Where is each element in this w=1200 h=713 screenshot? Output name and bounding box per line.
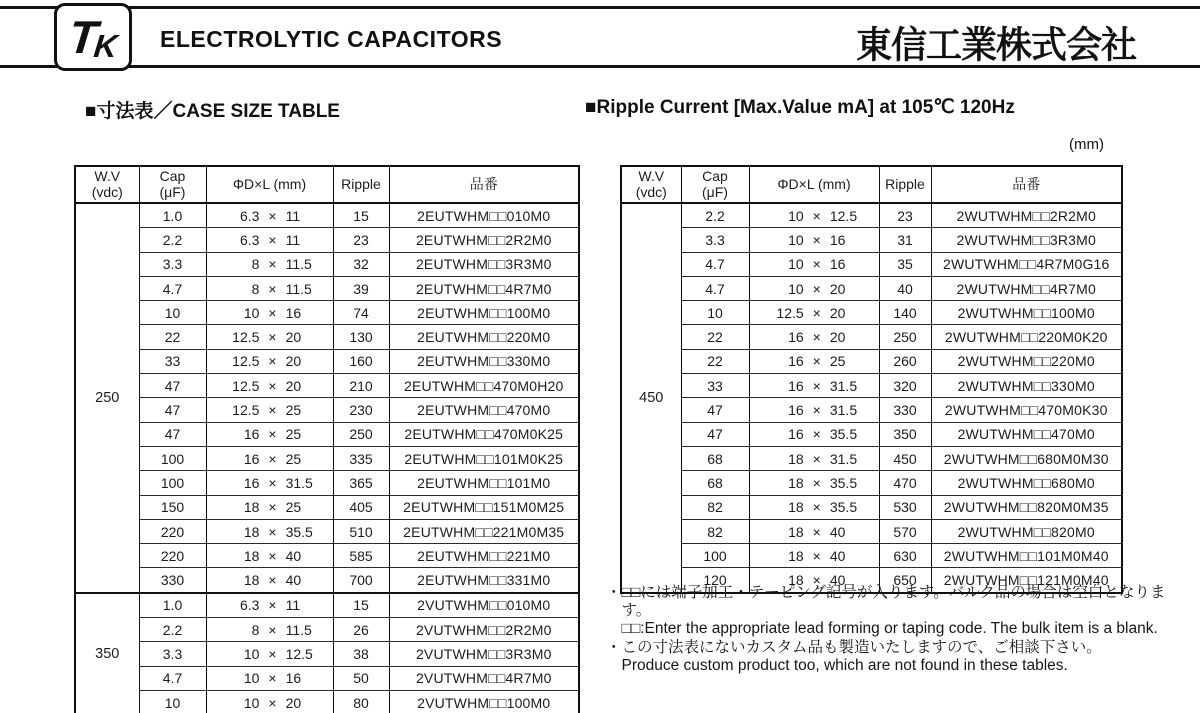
- table-row: [75, 666, 579, 690]
- ripple-cell: 140: [879, 301, 931, 325]
- ripple-cell: 130: [333, 325, 389, 349]
- cap-cell: 47: [139, 422, 206, 446]
- table-row: [621, 276, 1122, 300]
- ripple-cell: 74: [333, 301, 389, 325]
- cap-cell: 82: [681, 519, 749, 543]
- cap-cell: 2.2: [681, 203, 749, 228]
- table-row: [75, 349, 579, 373]
- dim-cell: 10 × 20: [206, 690, 333, 713]
- dim-cell: 12.5 × 20: [206, 349, 333, 373]
- dim-cell: 6.3 × 11: [206, 593, 333, 618]
- cap-cell: 4.7: [139, 666, 206, 690]
- part-number-cell: 2WUTWHM□□100M0: [931, 301, 1122, 325]
- table-row: [75, 374, 579, 398]
- table-row: [75, 495, 579, 519]
- footnote-custom-product: [606, 639, 1194, 675]
- part-number-cell: 2EUTWHM□□010M0: [389, 203, 579, 228]
- part-number-cell: 2WUTWHM□□470M0K30: [931, 398, 1122, 422]
- ripple-cell: 250: [879, 325, 931, 349]
- dim-cell: 18 × 35.5: [749, 471, 879, 495]
- table-row: [75, 642, 579, 666]
- table-row: [621, 471, 1122, 495]
- table-row: [75, 203, 579, 228]
- ripple-cell: 350: [879, 422, 931, 446]
- table-row: [75, 398, 579, 422]
- table-row: [75, 544, 579, 568]
- part-number-cell: 2EUTWHM□□101M0K25: [389, 446, 579, 470]
- wv-cell: 450: [639, 389, 664, 406]
- cap-cell: 33: [681, 374, 749, 398]
- part-number-cell: 2VUTWHM□□100M0: [389, 690, 579, 713]
- part-number-cell: 2WUTWHM□□101M0M40: [931, 544, 1122, 568]
- dim-cell: 8 × 11.5: [206, 252, 333, 276]
- dim-cell: 16 × 31.5: [206, 471, 333, 495]
- table-row: [75, 301, 579, 325]
- dim-cell: 18 × 40: [206, 544, 333, 568]
- footnote-jp: この寸法表にないカスタム品も製造いたしますので、ご相談下さい。: [621, 638, 1102, 656]
- part-number-cell: 2WUTWHM□□470M0: [931, 422, 1122, 446]
- table-row: [75, 519, 579, 543]
- cap-cell: 3.3: [681, 228, 749, 252]
- part-number-cell: 2WUTWHM□□820M0M35: [931, 495, 1122, 519]
- dim-cell: 8 × 11.5: [206, 276, 333, 300]
- footnote-lead-forming: [606, 584, 1194, 638]
- table-row: [75, 252, 579, 276]
- part-number-cell: 2EUTWHM□□101M0: [389, 471, 579, 495]
- cap-cell: 3.3: [139, 252, 206, 276]
- col-header-wv: W.V (vdc): [621, 166, 681, 203]
- col-header-ripple: Ripple: [879, 166, 931, 203]
- unit-label: (mm): [1069, 136, 1104, 153]
- part-number-cell: 2VUTWHM□□2R2M0: [389, 618, 579, 642]
- cap-cell: 2.2: [139, 228, 206, 252]
- ripple-cell: 405: [333, 495, 389, 519]
- part-number-cell: 2WUTWHM□□2R2M0: [931, 203, 1122, 228]
- ripple-cell: 260: [879, 349, 931, 373]
- part-number-cell: 2EUTWHM□□151M0M25: [389, 495, 579, 519]
- dim-cell: 10 × 12.5: [206, 642, 333, 666]
- ripple-cell: 15: [333, 203, 389, 228]
- dim-cell: 6.3 × 11: [206, 228, 333, 252]
- cap-cell: 2.2: [139, 618, 206, 642]
- table-row: [621, 228, 1122, 252]
- company-name: 東信工業株式会社: [855, 23, 1136, 66]
- cap-cell: 3.3: [139, 642, 206, 666]
- ripple-cell: 365: [333, 471, 389, 495]
- dim-cell: 10 × 20: [749, 276, 879, 300]
- dim-cell: 12.5 × 20: [749, 301, 879, 325]
- wv-cell: 250: [95, 389, 120, 406]
- cap-cell: 120: [681, 568, 749, 593]
- cap-cell: 220: [139, 544, 206, 568]
- table-row: [75, 471, 579, 495]
- part-number-cell: 2EUTWHM□□470M0: [389, 398, 579, 422]
- ripple-cell: 250: [333, 422, 389, 446]
- wv-cell: 350: [75, 593, 139, 713]
- cap-cell: 68: [681, 471, 749, 495]
- col-header-part-no: 品番: [931, 166, 1122, 203]
- table-row: [621, 446, 1122, 470]
- part-number-cell: 2EUTWHM□□4R7M0: [389, 276, 579, 300]
- cap-cell: 150: [139, 495, 206, 519]
- cap-cell: 22: [139, 325, 206, 349]
- cap-cell: 68: [681, 446, 749, 470]
- dim-cell: 18 × 40: [749, 568, 879, 593]
- ripple-cell: 210: [333, 374, 389, 398]
- ripple-cell: 15: [333, 593, 389, 618]
- table-row: [75, 228, 579, 252]
- table-row: [75, 446, 579, 470]
- part-number-cell: 2EUTWHM□□2R2M0: [389, 228, 579, 252]
- ripple-cell: 160: [333, 349, 389, 373]
- bullet-icon: ・: [606, 584, 622, 601]
- table-row: [621, 325, 1122, 349]
- ripple-cell: 700: [333, 568, 389, 593]
- dim-cell: 18 × 40: [206, 568, 333, 593]
- footnotes: [606, 584, 1194, 676]
- dim-cell: 16 × 31.5: [749, 398, 879, 422]
- cap-cell: 47: [139, 398, 206, 422]
- part-number-cell: 2EUTWHM□□100M0: [389, 301, 579, 325]
- dim-cell: 8 × 11.5: [206, 618, 333, 642]
- dim-cell: 18 × 40: [749, 519, 879, 543]
- dim-cell: 6.3 × 11: [206, 203, 333, 228]
- part-number-cell: 2VUTWHM□□3R3M0: [389, 642, 579, 666]
- ripple-cell: 31: [879, 228, 931, 252]
- bullet-icon: ・: [606, 638, 622, 656]
- table-row: [621, 398, 1122, 422]
- part-number-cell: 2EUTWHM□□470M0H20: [389, 374, 579, 398]
- tk-logo: [54, 3, 132, 71]
- part-number-cell: 2EUTWHM□□221M0: [389, 544, 579, 568]
- ripple-cell: 80: [333, 690, 389, 713]
- part-number-cell: 2WUTWHM□□220M0: [931, 349, 1122, 373]
- table-row: [621, 252, 1122, 276]
- ripple-cell: 470: [879, 471, 931, 495]
- ripple-cell: 26: [333, 618, 389, 642]
- col-header-wv: W.V (vdc): [75, 166, 139, 203]
- ripple-cell: 23: [333, 228, 389, 252]
- ripple-cell: 330: [879, 398, 931, 422]
- table-row: [75, 325, 579, 349]
- ripple-cell: 35: [879, 252, 931, 276]
- cap-cell: 100: [139, 471, 206, 495]
- ripple-cell: 230: [333, 398, 389, 422]
- part-number-cell: 2WUTWHM□□330M0: [931, 374, 1122, 398]
- tk-logo-letter-t: T: [66, 11, 100, 63]
- ripple-cell: 38: [333, 642, 389, 666]
- cap-cell: 47: [139, 374, 206, 398]
- ripple-cell: 39: [333, 276, 389, 300]
- ripple-cell: 630: [879, 544, 931, 568]
- part-number-cell: 2EUTWHM□□331M0: [389, 568, 579, 593]
- part-number-cell: 2EUTWHM□□220M0: [389, 325, 579, 349]
- dim-cell: 18 × 25: [206, 495, 333, 519]
- dim-cell: 10 × 16: [206, 301, 333, 325]
- dim-cell: 18 × 35.5: [749, 495, 879, 519]
- case-size-table-title: ■寸法表／CASE SIZE TABLE: [85, 101, 340, 122]
- table-row: [621, 349, 1122, 373]
- table-row: [621, 544, 1122, 568]
- dim-cell: 16 × 25: [206, 422, 333, 446]
- table-row: [621, 203, 1122, 228]
- ripple-cell: 23: [879, 203, 931, 228]
- dim-cell: 10 × 16: [749, 228, 879, 252]
- dim-cell: 12.5 × 20: [206, 374, 333, 398]
- col-header-cap: Cap (μF): [681, 166, 749, 203]
- cap-cell: 22: [681, 325, 749, 349]
- dim-cell: 12.5 × 25: [206, 398, 333, 422]
- part-number-cell: 2WUTWHM□□820M0: [931, 519, 1122, 543]
- part-number-cell: 2WUTWHM□□680M0: [931, 471, 1122, 495]
- cap-cell: 10: [139, 301, 206, 325]
- cap-cell: 47: [681, 422, 749, 446]
- table-row: [621, 374, 1122, 398]
- cap-cell: 4.7: [139, 276, 206, 300]
- dim-cell: 10 × 16: [749, 252, 879, 276]
- cap-cell: 47: [681, 398, 749, 422]
- dim-cell: 10 × 12.5: [749, 203, 879, 228]
- col-header-ripple: Ripple: [333, 166, 389, 203]
- dim-cell: 16 × 20: [749, 325, 879, 349]
- ripple-cell: 32: [333, 252, 389, 276]
- cap-cell: 10: [139, 690, 206, 713]
- cap-cell: 22: [681, 349, 749, 373]
- cap-cell: 33: [139, 349, 206, 373]
- cap-cell: 82: [681, 495, 749, 519]
- ripple-current-table: [620, 165, 1123, 594]
- table-row: [621, 301, 1122, 325]
- ripple-cell: 510: [333, 519, 389, 543]
- dim-cell: 18 × 40: [749, 544, 879, 568]
- table-row: [75, 593, 579, 618]
- col-header-cap: Cap (μF): [139, 166, 206, 203]
- table-row: [75, 568, 579, 593]
- cap-cell: 1.0: [139, 593, 206, 618]
- footnote-en: □□:Enter the appropriate lead forming or taping code. The bulk item is a blank.: [621, 619, 1158, 637]
- part-number-cell: 2WUTWHM□□4R7M0G16: [931, 252, 1122, 276]
- header-top-rule: [0, 6, 1200, 9]
- ripple-cell: 320: [879, 374, 931, 398]
- footnote-jp: □□には端子加工・テーピング記号が入ります。バルク品の場合は空白となります。: [621, 584, 1166, 619]
- cap-cell: 1.0: [139, 203, 206, 228]
- cap-cell: 220: [139, 519, 206, 543]
- dim-cell: 10 × 16: [206, 666, 333, 690]
- dim-cell: 12.5 × 20: [206, 325, 333, 349]
- part-number-cell: 2EUTWHM□□221M0M35: [389, 519, 579, 543]
- tk-logo-letter-k: K: [92, 28, 120, 64]
- col-header-part-no: 品番: [389, 166, 579, 203]
- part-number-cell: 2VUTWHM□□4R7M0: [389, 666, 579, 690]
- part-number-cell: 2WUTWHM□□3R3M0: [931, 228, 1122, 252]
- ripple-cell: 650: [879, 568, 931, 593]
- case-size-table: [74, 165, 580, 713]
- ripple-cell: 530: [879, 495, 931, 519]
- part-number-cell: 2EUTWHM□□3R3M0: [389, 252, 579, 276]
- cap-cell: 100: [139, 446, 206, 470]
- col-header-dim: ΦD×L (mm): [206, 166, 333, 203]
- table-row: [621, 519, 1122, 543]
- dim-cell: 18 × 35.5: [206, 519, 333, 543]
- footnote-en: Produce custom product too, which are not found in these tables.: [621, 656, 1068, 674]
- part-number-cell: 2WUTWHM□□680M0M30: [931, 446, 1122, 470]
- ripple-cell: 450: [879, 446, 931, 470]
- cap-cell: 10: [681, 301, 749, 325]
- dim-cell: 18 × 31.5: [749, 446, 879, 470]
- ripple-current-title: ■Ripple Current [Max.Value mA] at 105℃ 120Hz: [585, 97, 1015, 118]
- cap-cell: 4.7: [681, 252, 749, 276]
- table-row: [75, 276, 579, 300]
- part-number-cell: 2WUTWHM□□121M0M40: [931, 568, 1122, 593]
- ripple-cell: 570: [879, 519, 931, 543]
- table-row: [75, 690, 579, 713]
- part-number-cell: 2EUTWHM□□470M0K25: [389, 422, 579, 446]
- table-row: [75, 618, 579, 642]
- col-header-dim: ΦD×L (mm): [749, 166, 879, 203]
- dim-cell: 16 × 25: [206, 446, 333, 470]
- ripple-cell: 50: [333, 666, 389, 690]
- cap-cell: 330: [139, 568, 206, 593]
- table-row: [75, 422, 579, 446]
- cap-cell: 100: [681, 544, 749, 568]
- page-title: ELECTROLYTIC CAPACITORS: [160, 26, 503, 52]
- part-number-cell: 2WUTWHM□□4R7M0: [931, 276, 1122, 300]
- ripple-cell: 585: [333, 544, 389, 568]
- dim-cell: 16 × 25: [749, 349, 879, 373]
- table-row: [621, 422, 1122, 446]
- table-row: [621, 495, 1122, 519]
- cap-cell: 4.7: [681, 276, 749, 300]
- part-number-cell: 2WUTWHM□□220M0K20: [931, 325, 1122, 349]
- part-number-cell: 2VUTWHM□□010M0: [389, 593, 579, 618]
- dim-cell: 16 × 35.5: [749, 422, 879, 446]
- dim-cell: 16 × 31.5: [749, 374, 879, 398]
- ripple-cell: 40: [879, 276, 931, 300]
- ripple-cell: 335: [333, 446, 389, 470]
- part-number-cell: 2EUTWHM□□330M0: [389, 349, 579, 373]
